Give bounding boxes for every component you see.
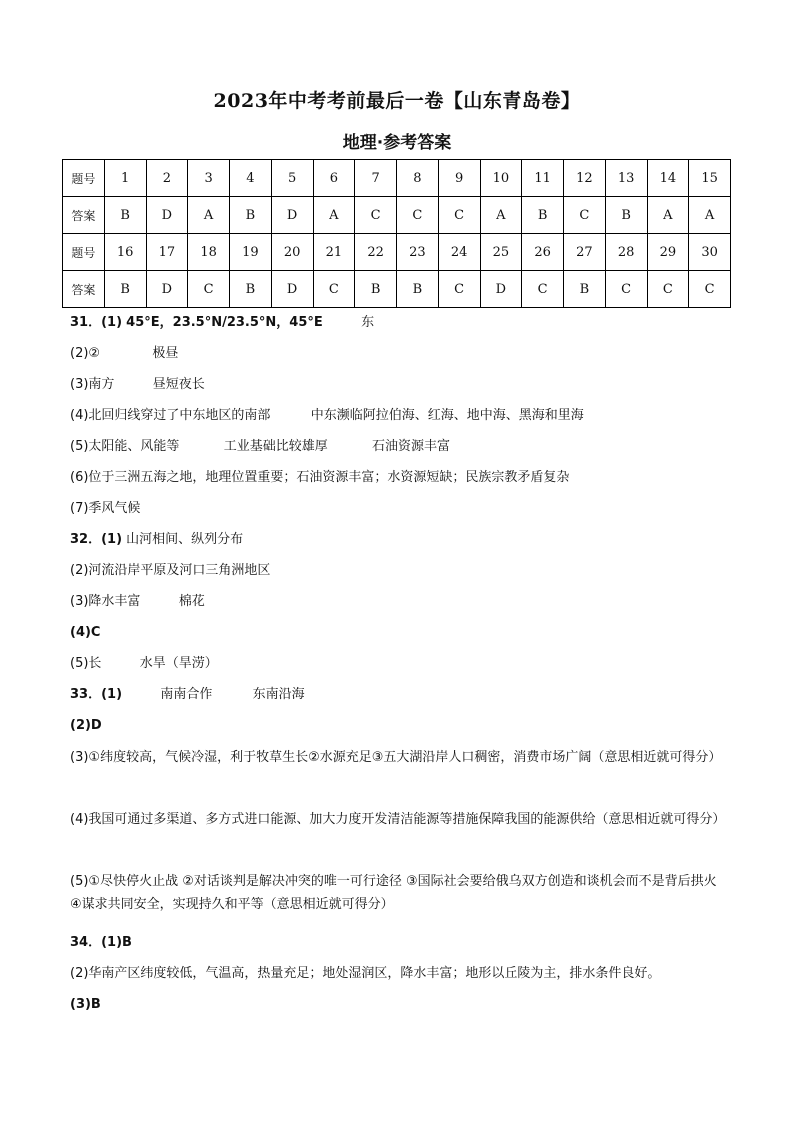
- answer-cell: B: [104, 197, 146, 234]
- question-number-cell: 28: [605, 234, 647, 271]
- answer-cell: D: [480, 271, 522, 308]
- q33-line4: (4)我国可通过多渠道、多方式进口能源、加大力度开发清洁能源等措施保障我国的能源供给（意思相近就可得分）: [70, 812, 726, 827]
- answer-cell: C: [564, 197, 606, 234]
- question-number-cell: 26: [522, 234, 564, 271]
- answer-section: [70, 312, 730, 1025]
- q32-head: 32．(1): [70, 532, 123, 547]
- row-label-answer: 答案: [63, 271, 105, 308]
- q31-line6: (6)位于三洲五海之地，地理位置重要；石油资源丰富；水资源短缺；民族宗教矛盾复杂: [70, 470, 570, 485]
- question-number-cell: 16: [104, 234, 146, 271]
- question-number-cell: 13: [605, 160, 647, 197]
- q33-line1: [70, 684, 730, 715]
- q33-a1b: 东南沿海: [252, 687, 305, 702]
- q32-line1: [70, 529, 730, 560]
- q33-head: 33．(1): [70, 687, 123, 702]
- answer-cell: A: [188, 197, 230, 234]
- q31-a1b: 东: [361, 315, 375, 330]
- question-number-cell: 3: [188, 160, 230, 197]
- q31-p2: (2)②: [70, 346, 101, 361]
- q34-line3: (3)B: [70, 997, 101, 1012]
- question-number-cell: 11: [522, 160, 564, 197]
- answer-cell: C: [647, 271, 689, 308]
- q31-a4: 中东濒临阿拉伯海、红海、地中海、黑海和里海: [310, 408, 584, 423]
- answer-cell: B: [230, 271, 272, 308]
- q31-a2: 极昼: [152, 346, 179, 361]
- answer-table: [62, 159, 731, 308]
- answer-cell: B: [104, 271, 146, 308]
- q32-line3: [70, 591, 730, 622]
- row-label-question: 题号: [63, 234, 105, 271]
- answer-cell: A: [313, 197, 355, 234]
- answer-cell: C: [689, 271, 731, 308]
- q31-line4: [70, 405, 730, 436]
- question-number-row: [63, 160, 731, 197]
- question-number-cell: 18: [188, 234, 230, 271]
- q32-p3: (3)降水丰富: [70, 594, 141, 609]
- answer-cell: B: [355, 271, 397, 308]
- page-subtitle: 地理·参考答案: [342, 133, 452, 153]
- answer-row: [63, 271, 731, 308]
- answer-cell: C: [313, 271, 355, 308]
- q31-p4: (4)北回归线穿过了中东地区的南部: [70, 408, 271, 423]
- question-number-cell: 12: [564, 160, 606, 197]
- answer-cell: C: [438, 197, 480, 234]
- q32-line2: (2)河流沿岸平原及河口三角洲地区: [70, 563, 271, 578]
- question-number-cell: 30: [689, 234, 731, 271]
- answer-cell: C: [522, 271, 564, 308]
- q31-line5: [70, 436, 730, 467]
- page-title: 2023年中考考前最后一卷【山东青岛卷】: [213, 90, 581, 112]
- question-number-cell: 5: [271, 160, 313, 197]
- question-number-row: [63, 234, 731, 271]
- question-number-cell: 14: [647, 160, 689, 197]
- q31-p3: (3)南方: [70, 377, 115, 392]
- q31-line1: [70, 312, 730, 343]
- row-label-answer: 答案: [63, 197, 105, 234]
- question-number-cell: 25: [480, 234, 522, 271]
- question-number-cell: 7: [355, 160, 397, 197]
- answer-cell: C: [438, 271, 480, 308]
- answer-cell: A: [647, 197, 689, 234]
- q31-line7: (7)季风气候: [70, 501, 141, 516]
- answer-cell: B: [564, 271, 606, 308]
- question-number-cell: 2: [146, 160, 188, 197]
- question-number-cell: 17: [146, 234, 188, 271]
- answer-cell: C: [355, 197, 397, 234]
- answer-cell: C: [397, 197, 439, 234]
- answer-cell: D: [146, 271, 188, 308]
- q32-p5: (5)长: [70, 656, 102, 671]
- answer-cell: D: [146, 197, 188, 234]
- question-number-cell: 21: [313, 234, 355, 271]
- q33-line3: (3)①纬度较高，气候冷湿，利于牧草生长②水源充足③五大湖沿岸人口稠密，消费市场广阔（意思相近就可得分）: [70, 750, 722, 765]
- question-number-cell: 4: [230, 160, 272, 197]
- question-number-cell: 15: [689, 160, 731, 197]
- q31-a3: 昼短夜长: [152, 377, 205, 392]
- q34-line1: 34．(1)B: [70, 935, 132, 950]
- answer-cell: D: [271, 197, 313, 234]
- q32-line5: [70, 653, 730, 684]
- q32-a3: 棉花: [178, 594, 205, 609]
- answer-cell: A: [480, 197, 522, 234]
- question-number-cell: 23: [397, 234, 439, 271]
- question-number-cell: 19: [230, 234, 272, 271]
- q31-a1: 45°E，23.5°N/23.5°N，45°E: [126, 315, 323, 330]
- question-number-cell: 29: [647, 234, 689, 271]
- q31-line3: [70, 374, 730, 405]
- question-number-cell: 20: [271, 234, 313, 271]
- answer-cell: C: [605, 271, 647, 308]
- answer-cell: B: [522, 197, 564, 234]
- answer-cell: A: [689, 197, 731, 234]
- q32-line4: (4)C: [70, 625, 101, 640]
- answer-cell: B: [230, 197, 272, 234]
- question-number-cell: 8: [397, 160, 439, 197]
- question-number-cell: 10: [480, 160, 522, 197]
- question-number-cell: 1: [104, 160, 146, 197]
- q33-line2: (2)D: [70, 718, 102, 733]
- q32-a5: 水旱（旱涝）: [139, 656, 218, 671]
- q31-a5b: 工业基础比较雄厚: [223, 439, 328, 454]
- answer-row: [63, 197, 731, 234]
- question-number-cell: 6: [313, 160, 355, 197]
- answer-cell: B: [605, 197, 647, 234]
- q33-line5: (5)①尽快停火止战 ②对话谈判是解决冲突的唯一可行途径 ③国际社会要给俄乌双方创造和谈机会而不是背后拱火 ④谋求共同安全，实现持久和平等（意思相近就可得分）: [70, 874, 717, 912]
- question-number-cell: 22: [355, 234, 397, 271]
- q33-a1: 南南合作: [160, 687, 213, 702]
- q31-p5: (5)太阳能、风能等: [70, 439, 180, 454]
- question-number-cell: 9: [438, 160, 480, 197]
- answer-cell: C: [188, 271, 230, 308]
- q31-a5c: 石油资源丰富: [372, 439, 451, 454]
- answer-cell: D: [271, 271, 313, 308]
- q34-line2: (2)华南产区纬度较低，气温高，热量充足；地处湿润区，降水丰富；地形以丘陵为主，排水条件良好。: [70, 966, 661, 981]
- q32-a1: 山河相间、纵列分布: [126, 532, 244, 547]
- q31-line2: [70, 343, 730, 374]
- question-number-cell: 24: [438, 234, 480, 271]
- row-label-question: 题号: [63, 160, 105, 197]
- question-number-cell: 27: [564, 234, 606, 271]
- q31-head: 31．(1): [70, 315, 123, 330]
- answer-cell: B: [397, 271, 439, 308]
